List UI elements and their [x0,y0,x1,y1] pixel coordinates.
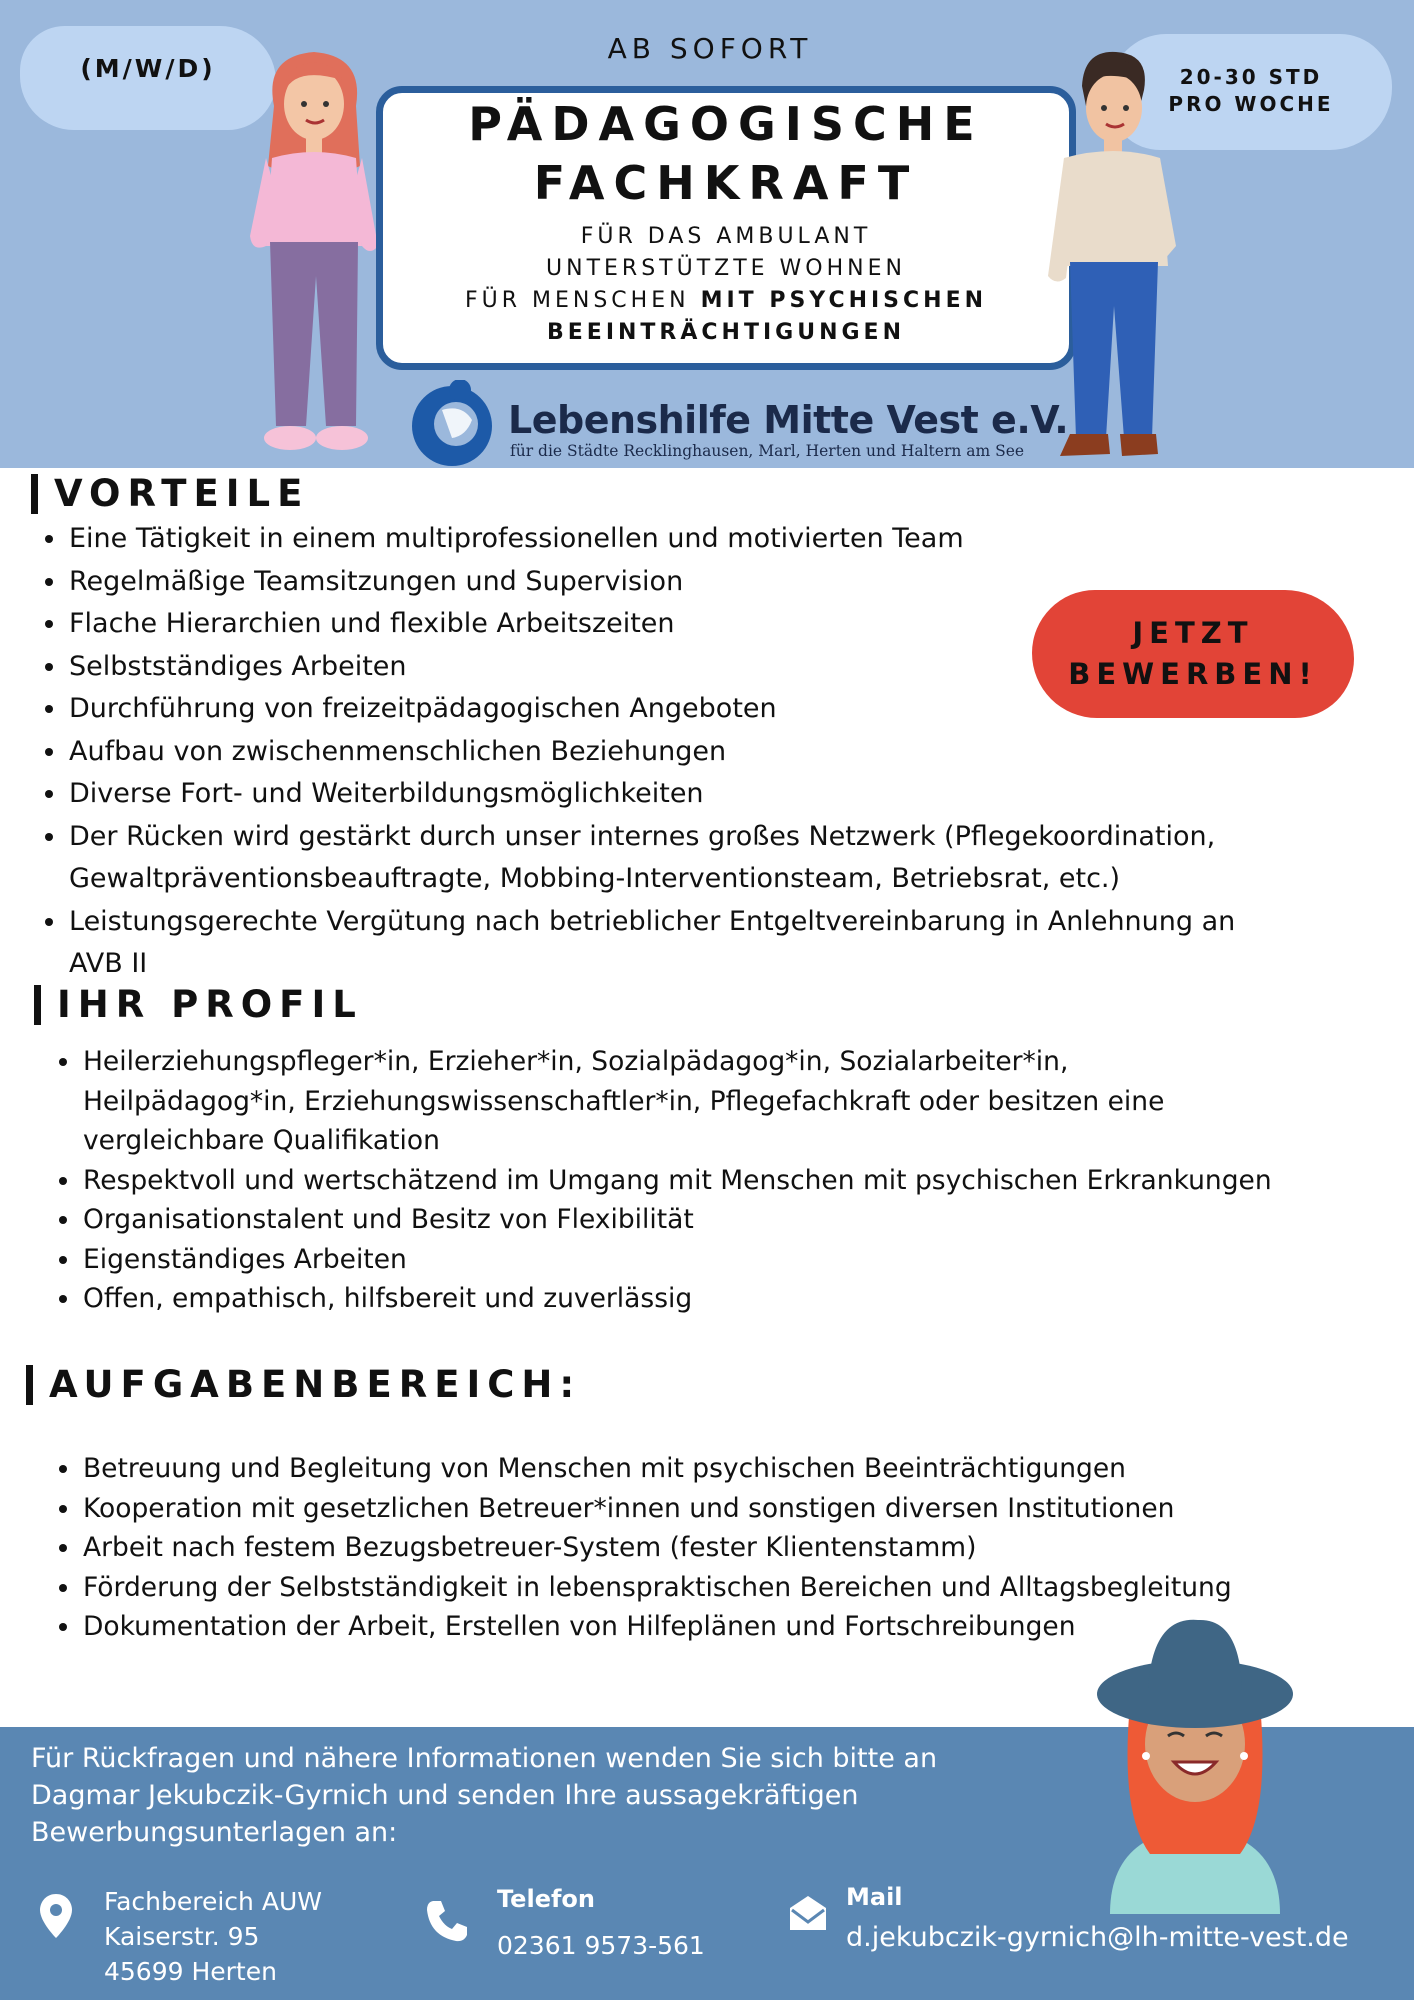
job-title [383,95,1069,213]
address-block [104,1884,322,1989]
apply-now-button[interactable] [1032,590,1354,718]
phone-block [497,1882,705,1963]
list-item: Leistungsgerechte Vergütung nach betrieblicher Entgeltvereinbarung in Anlehnung an AVB II [35,901,1275,986]
address-line-1: Fachbereich AUW [104,1887,322,1916]
list-item: Regelmäßige Teamsitzungen und Supervision [35,561,1275,604]
list-item: Respektvoll und wertschätzend im Umgang mit Menschen mit psychischen Erkrankungen [49,1161,1289,1201]
mail-icon [786,1892,830,1934]
list-item: Förderung der Selbstständigkeit in lebenspraktischen Bereichen und Alltagsbegleitung [49,1568,1349,1608]
address-line-3: 45699 Herten [104,1957,277,1986]
subtitle-line-3 [383,285,1069,317]
vorteile-list [35,518,1275,986]
list-item: Kooperation mit gesetzlichen Betreuer*innen und sonstigen diversen Institutionen [49,1489,1349,1529]
section-heading-profil: IHR PROFIL [34,985,363,1025]
woman-illustration [244,46,384,468]
contact-person-illustration [1090,1614,1300,1914]
subtitle-line-4 [383,317,1069,349]
list-item: Aufbau von zwischenmenschlichen Beziehungen [35,731,1275,774]
list-item: Selbstständiges Arbeiten [35,646,1275,689]
list-item: Eigenständiges Arbeiten [49,1240,1289,1280]
list-item: Eine Tätigkeit in einem multiprofessionellen und motivierten Team [35,518,1275,561]
list-item: Der Rücken wird gestärkt durch unser internes großes Netzwerk (Pflegekoordination, Gewaltpräventionsbeauftragte, Mobbing-Interventionsteam, Betriebsrat, etc.) [35,816,1275,901]
profil-list [35,1042,1289,1319]
apply-line-1: JETZT [1132,616,1254,650]
section-heading-vorteile: VORTEILE [31,474,309,514]
list-item: Dokumentation der Arbeit, Erstellen von Hilfeplänen und Fortschreibungen [49,1607,1349,1647]
job-title-line-2: FACHKRAFT [533,156,919,210]
subtitle-line-4-bold: BEEINTRÄCHTIGUNGEN [547,320,905,345]
title-card [376,86,1076,370]
subtitle-line-3-plain: FÜR MENSCHEN [464,288,701,313]
address-line-2: Kaiserstr. 95 [104,1922,260,1951]
phone-label: Telefon [497,1885,595,1913]
start-date-label: AB SOFORT [607,32,813,65]
mail-block [846,1880,1349,1955]
list-item: Durchführung von freizeitpädagogischen Angeboten [35,688,1275,731]
list-item: Diverse Fort- und Weiterbildungsmöglichkeiten [35,773,1275,816]
header-banner [0,0,1414,468]
hours-line-2: PRO WOCHE [1168,92,1334,116]
subtitle-line-1: FÜR DAS AMBULANT [580,224,872,249]
hours-line-1: 20-30 STD [1179,65,1323,89]
lebenshilfe-logo-icon [402,380,502,466]
section-heading-aufgaben: AUFGABENBEREICH: [26,1365,581,1405]
list-item: Arbeit nach festem Bezugsbetreuer-System (fester Klientenstamm) [49,1528,1349,1568]
footer-intro-text: Für Rückfragen und nähere Informationen wenden Sie sich bitte an Dagmar Jekubczik-Gyrnich und senden Ihre aussagekräftigen Bewerbungsunterlagen an: [31,1743,938,1848]
mail-address[interactable]: d.jekubczik-gyrnich@lh-mitte-vest.de [846,1922,1349,1953]
location-pin-icon [38,1892,74,1940]
phone-icon [424,1898,470,1944]
logo-name: Lebenshilfe Mitte Vest e.V. [508,398,1069,442]
subtitle-line-3-bold: MIT PSYCHISCHEN [700,288,988,313]
job-subtitle [383,221,1069,349]
list-item: Flache Hierarchien und flexible Arbeitszeiten [35,603,1275,646]
subtitle-line-2: UNTERSTÜTZTE WOHNEN [546,256,906,281]
list-item: Offen, empathisch, hilfsbereit und zuverlässig [49,1279,1289,1319]
mail-label: Mail [846,1883,903,1911]
logo-tagline: für die Städte Recklinghausen, Marl, Herten und Haltern am See [510,442,1025,460]
phone-number[interactable]: 02361 9573-561 [497,1931,705,1960]
gender-tag: (M/W/D) [80,54,216,83]
organization-logo [402,380,1069,466]
list-item: Organisationstalent und Besitz von Flexibilität [49,1200,1289,1240]
list-item: Betreuung und Begleitung von Menschen mit psychischen Beeinträchtigungen [49,1449,1349,1489]
list-item: Heilerziehungspfleger*in, Erzieher*in, Sozialpädagog*in, Sozialarbeiter*in, Heilpädagog*in, Erziehungswissenschaftler*in, Pflegefachkraft oder besitzen eine vergleichbare Qualifikation [49,1042,1289,1161]
job-title-line-1: PÄDAGOGISCHE [468,97,984,151]
apply-line-2: BEWERBEN! [1068,657,1318,691]
